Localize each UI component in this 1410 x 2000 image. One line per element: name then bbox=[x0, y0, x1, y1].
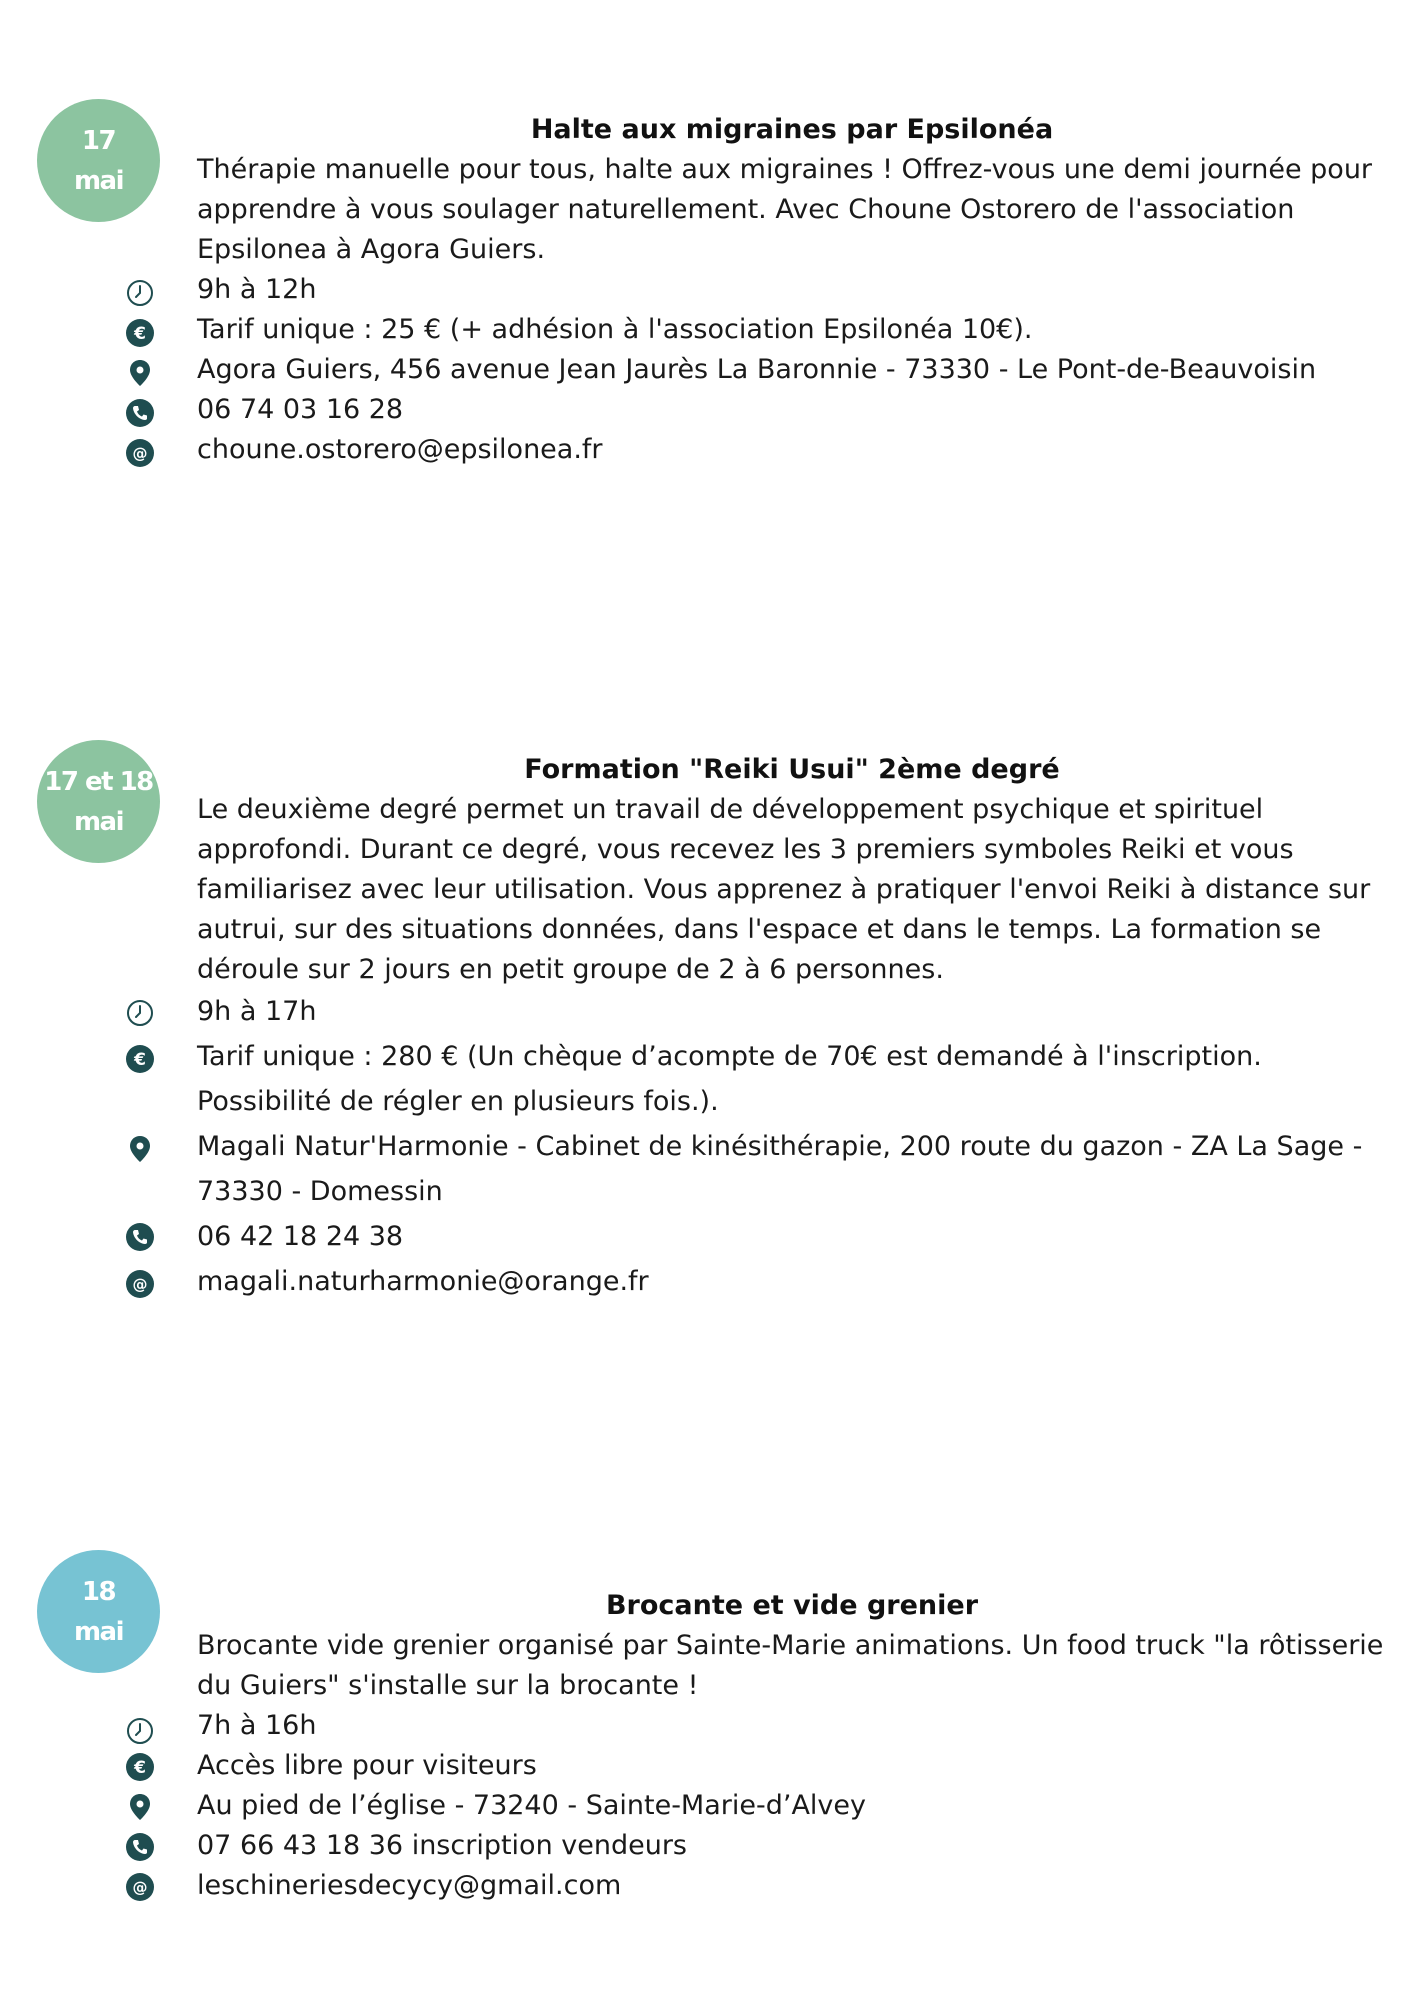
phone-row bbox=[197, 1826, 1387, 1866]
email-row bbox=[132, 430, 1387, 470]
time-row bbox=[197, 1706, 1387, 1746]
event-description: Brocante vide grenier organisé par Sainte-Marie animations. Un food truck "la rôtisserie du Guiers" s'installe sur la brocante ! bbox=[197, 1630, 1384, 1701]
svg-text:€: € bbox=[134, 1050, 146, 1070]
event-phone: 06 74 03 16 28 bbox=[197, 394, 404, 425]
price-row bbox=[134, 1034, 1387, 1124]
price-row bbox=[134, 310, 1387, 350]
event-location: Magali Natur'Harmonie - Cabinet de kinésithérapie, 200 route du gazon - ZA La Sage - 73330 - Domessin bbox=[197, 1131, 1363, 1207]
date-month: mai bbox=[73, 1616, 124, 1647]
event-time: 9h à 17h bbox=[197, 996, 317, 1027]
location-pin-icon bbox=[125, 1134, 155, 1164]
svg-text:@: @ bbox=[132, 444, 148, 463]
euro-icon bbox=[125, 1752, 155, 1782]
location-row bbox=[197, 350, 1387, 390]
location-row bbox=[197, 1124, 1387, 1214]
phone-icon bbox=[125, 398, 155, 428]
event-phone: 06 42 18 24 38 bbox=[197, 1221, 404, 1252]
event-phone: 07 66 43 18 36 inscription vendeurs bbox=[197, 1830, 687, 1861]
at-sign-icon bbox=[125, 438, 155, 468]
event-title: Brocante et vide grenier bbox=[605, 1590, 979, 1621]
phone-row bbox=[197, 390, 1387, 430]
date-month: mai bbox=[73, 165, 124, 196]
location-row bbox=[197, 1786, 1387, 1826]
event-title: Halte aux migraines par Epsilonéa bbox=[530, 114, 1054, 145]
time-row bbox=[197, 990, 1387, 1034]
event-location: Au pied de l’église - 73240 - Sainte-Marie-d’Alvey bbox=[197, 1790, 866, 1821]
date-badge bbox=[37, 1550, 160, 1673]
date-day: 17 bbox=[81, 125, 116, 156]
event-email[interactable]: choune.ostorero@epsilonea.fr bbox=[197, 434, 603, 465]
date-month: mai bbox=[73, 806, 124, 837]
event-title: Formation "Reiki Usui" 2ème degré bbox=[524, 754, 1060, 785]
location-pin-icon bbox=[125, 358, 155, 388]
at-sign-icon bbox=[125, 1872, 155, 1902]
clock-icon bbox=[125, 1716, 155, 1746]
price-row bbox=[134, 1746, 1387, 1786]
phone-row bbox=[197, 1214, 1387, 1259]
event-location: Agora Guiers, 456 avenue Jean Jaurès La Baronnie - 73330 - Le Pont-de-Beauvoisin bbox=[197, 354, 1317, 385]
phone-icon bbox=[125, 1832, 155, 1862]
event-price: Tarif unique : 280 € (Un chèque d’acompte de 70€ est demandé à l'inscription. Possibilité de régler en plusieurs fois.). bbox=[197, 1041, 1262, 1117]
email-row bbox=[132, 1259, 1387, 1304]
event-email[interactable]: magali.naturharmonie@orange.fr bbox=[197, 1266, 649, 1297]
event-price: Accès libre pour visiteurs bbox=[197, 1750, 537, 1781]
clock-icon bbox=[125, 998, 155, 1028]
location-pin-icon bbox=[125, 1792, 155, 1822]
event-description: Thérapie manuelle pour tous, halte aux migraines ! Offrez-vous une demi journée pour apprendre à vous soulager naturellement. Avec Choune Ostorero de l'association Epsilonea à Agora Guiers. bbox=[197, 154, 1373, 265]
svg-text:@: @ bbox=[132, 1878, 148, 1897]
event-price: Tarif unique : 25 € (+ adhésion à l'association Epsilonéa 10€). bbox=[197, 314, 1033, 345]
email-row bbox=[132, 1866, 1387, 1906]
euro-icon bbox=[125, 1044, 155, 1074]
event-description: Le deuxième degré permet un travail de développement psychique et spirituel approfondi. Durant ce degré, vous recevez les 3 premiers symboles Reiki et vous familiarisez avec leur utilisation. Vous apprenez à pratiquer l'envoi Reiki à distance sur autrui, sur des situations données, dans l'espace et dans le temps. La formation se déroule sur 2 jours en petit groupe de 2 à 6 personnes. bbox=[197, 794, 1371, 985]
event-time: 9h à 12h bbox=[197, 274, 317, 305]
time-row bbox=[197, 270, 1387, 310]
svg-text:€: € bbox=[134, 1758, 146, 1778]
event-time: 7h à 16h bbox=[197, 1710, 317, 1741]
svg-text:€: € bbox=[134, 324, 146, 344]
at-sign-icon bbox=[125, 1269, 155, 1299]
clock-icon bbox=[125, 278, 155, 308]
event-email[interactable]: leschineriesdecycy@gmail.com bbox=[197, 1870, 622, 1901]
date-badge bbox=[37, 740, 160, 863]
date-badge bbox=[37, 99, 160, 222]
date-day: 17 et 18 bbox=[44, 766, 153, 797]
phone-icon bbox=[125, 1222, 155, 1252]
euro-icon bbox=[125, 318, 155, 348]
svg-text:@: @ bbox=[132, 1275, 148, 1294]
date-day: 18 bbox=[81, 1576, 116, 1607]
